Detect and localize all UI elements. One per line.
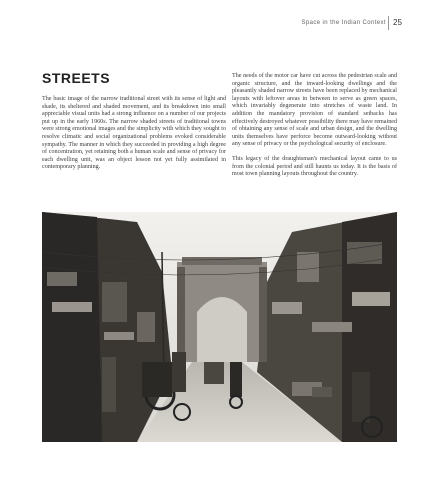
street-photograph [42,212,397,442]
page-number: 25 [393,18,402,27]
paragraph: The needs of the motor car have cut across the pedestrian scale and organic structure, and the inward-looking dwellings and the pleasantly shaded narrow streets have been replaced by mechanical layouts with leftover areas in between to serve as green spaces, which invariably degenerate into stretches of waste land. In addition the mandatory provision of standard setbacks has effectively destroyed whatever possibility there may have remained of obtaining any sense of scale and urban design, and the dwelling units themselves have perforce become outward-looking without any sense of privacy or the psychological security of enclosure. [232,73,397,148]
paragraph: The basic image of the narrow traditional street with its sense of light and shade, its sheltered and shaded movement, and its breakdown into small appreciable visual units had a strong influence on a number of our projects put up in the early 1960s. The narrow shaded streets of traditional towns were strong emotional images and the simplicity with which they sought to resolve climatic and social organizational problems evoked considerable sympathy. The manner in which they succeeded in providing a high degree of concentration, yet retaining both a human scale and sense of privacy for each dwelling unit, was an object lesson not yet fully assimilated in contemporary planning. [42,96,226,171]
section-title: STREETS [42,70,111,86]
street-photo-icon [42,212,397,442]
right-text-column [232,73,397,186]
left-text-column [42,96,226,179]
running-head [301,20,386,26]
paragraph: This legacy of the draughtsman's mechanical layout came to us from the colonial period and still haunts us today. It is the basis of most town planning layouts throughout the country. [232,155,397,178]
header-divider [388,16,389,30]
running-title: Space in the Indian Context [301,20,386,26]
